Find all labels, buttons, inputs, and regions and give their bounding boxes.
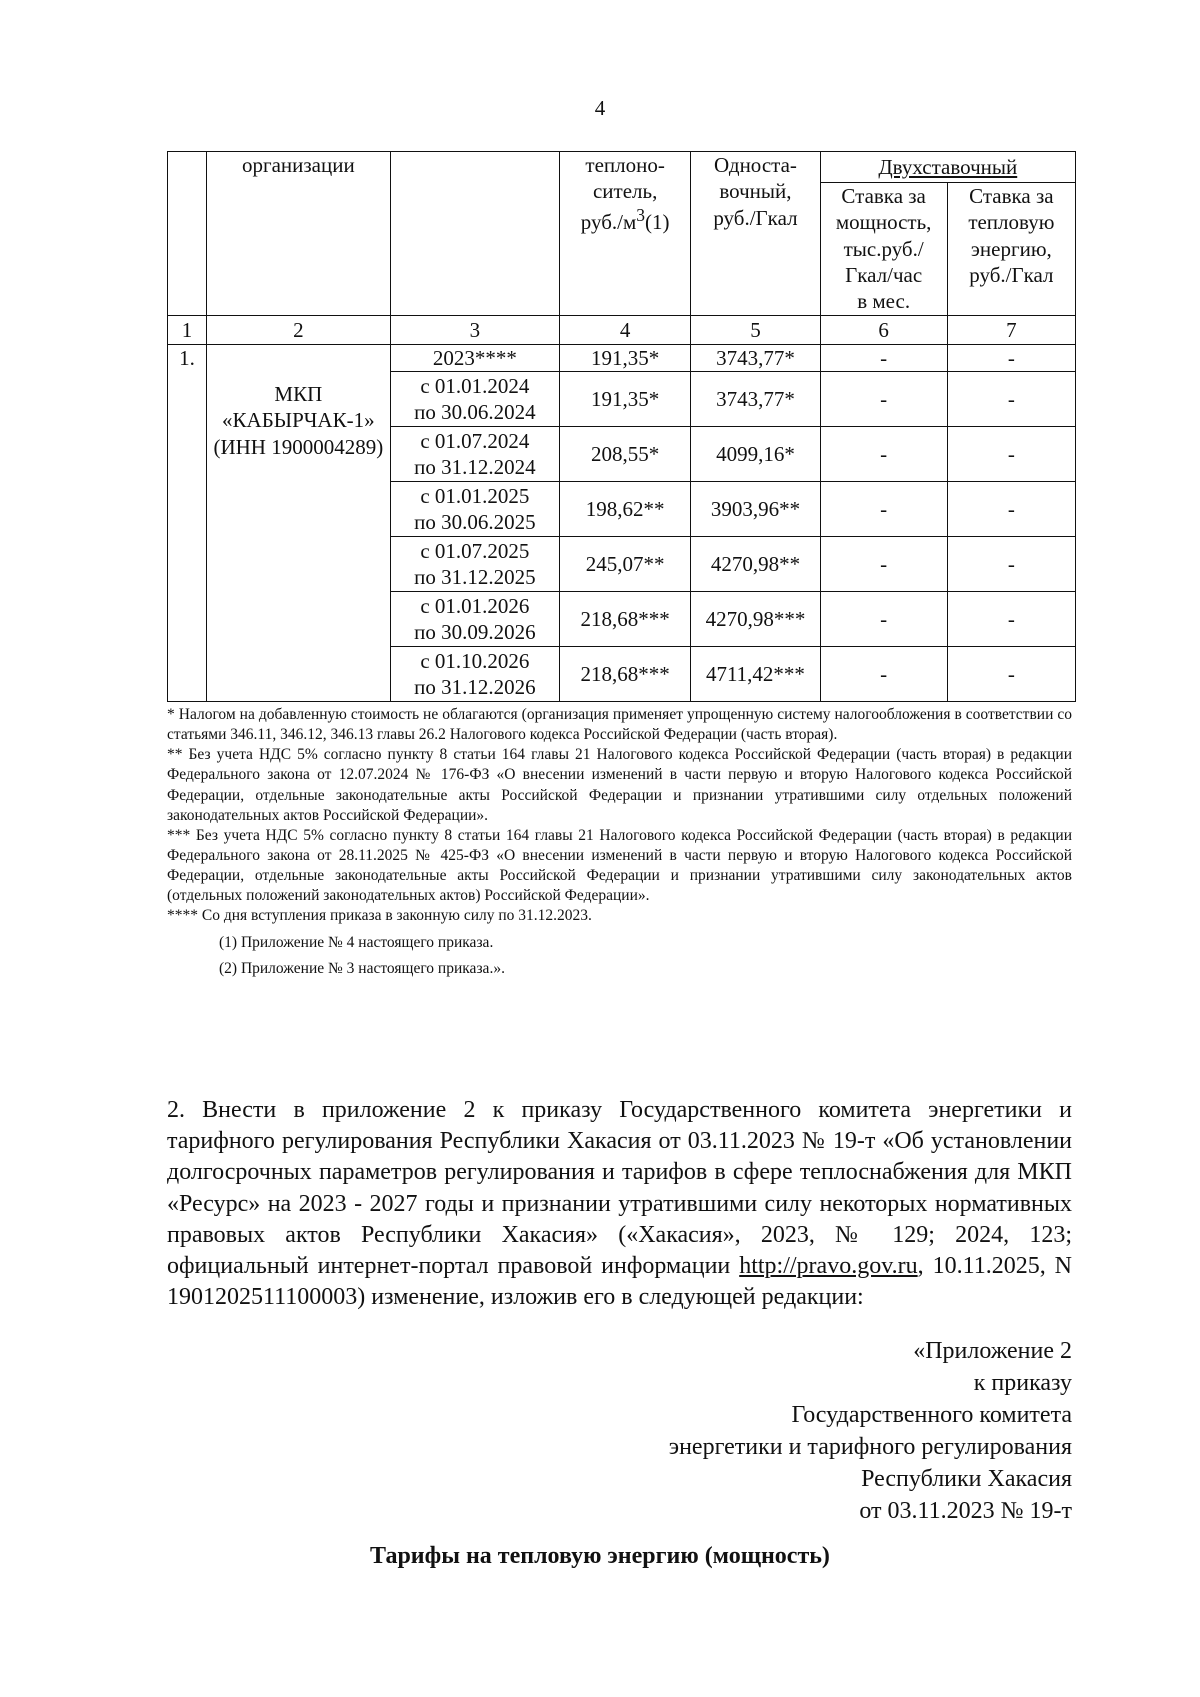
header-two-rate: Двухставочный: [820, 152, 1075, 183]
appendix-reference: «Приложение 2 к приказу Государственного комитета энергетики и тарифного регулирования Республики Хакасия от 03.11.2023 № 19-т: [668, 1338, 1072, 1524]
section-heading: Тарифы на тепловую энергию (мощность): [370, 1543, 830, 1569]
column-number-row: 1 2 3 4 5 6 7: [168, 316, 1076, 345]
header-energy-rate: Ставка за тепловую энергию, руб./Гкал: [947, 183, 1075, 316]
carrier-cell: 191,35*: [559, 345, 690, 372]
footnote: **** Со дня вступления приказа в законную силу по 31.12.2023.: [167, 907, 592, 925]
footnote: *** Без учета НДС 5% согласно пункту 8 статьи 164 главы 21 Налогового кодекса Российской Федерации (часть вторая) в редакции Федерального закона от 28.11.2025 № 425-ФЗ «О внесении изменений в части первую и вторую Налогового кодекса Российской Федерации, отдельные законодательные акты Российской Федерации и признании утратившими силу законодательных актов (отдельных положений законодательных актов) Российской Федерации».: [167, 826, 1072, 905]
single-rate-cell: 3743,77*: [691, 372, 820, 427]
power-rate-cell: -: [820, 537, 947, 592]
period-cell: 2023****: [390, 345, 559, 372]
pravo-link[interactable]: http://pravo.gov.ru: [739, 1252, 918, 1279]
header-heat-carrier: теплоно- ситель, $руб./м^3(1)$: [559, 152, 690, 316]
table-row: [168, 345, 1076, 372]
carrier-cell: 245,07**: [559, 537, 690, 592]
period-cell: с 01.01.2025 по 30.06.2025: [390, 482, 559, 537]
page-number: 4: [594, 96, 606, 120]
header-cell-empty: [168, 152, 207, 316]
period-cell: с 01.01.2026 по 30.09.2026: [390, 592, 559, 647]
power-rate-cell: -: [820, 427, 947, 482]
single-rate-cell: 3903,96**: [691, 482, 820, 537]
period-cell: с 01.10.2026 по 31.12.2026: [390, 647, 559, 702]
single-rate-cell: 4711,42***: [691, 647, 820, 702]
single-rate-cell: 3743,77*: [691, 345, 820, 372]
header-single-rate: Односта- вочный, руб./Гкал: [691, 152, 820, 316]
carrier-cell: 198,62**: [559, 482, 690, 537]
energy-rate-cell: -: [947, 592, 1075, 647]
header-organization: организации: [206, 152, 390, 316]
period-cell: с 01.01.2024 по 30.06.2024: [390, 372, 559, 427]
footnotes: [167, 705, 1072, 979]
footnote: * Налогом на добавленную стоимость не облагаются (организация применяет упрощенную систему налогообложения в соответствии со статьями 346.11, 346.12, 346.13 главы 26.2 Налогового кодекса Российской Федерации (часть вторая).: [167, 706, 1072, 744]
power-rate-cell: -: [820, 345, 947, 372]
power-rate-cell: -: [820, 592, 947, 647]
single-rate-cell: 4270,98***: [691, 592, 820, 647]
tariff-table: [167, 151, 1076, 702]
carrier-cell: 218,68***: [559, 592, 690, 647]
header-power-rate: Ставка за мощность, тыс.руб./ Гкал/час в мес.: [820, 183, 947, 316]
energy-rate-cell: -: [947, 482, 1075, 537]
energy-rate-cell: -: [947, 647, 1075, 702]
header-period-empty: [390, 152, 559, 316]
power-rate-cell: -: [820, 647, 947, 702]
period-cell: с 01.07.2025 по 31.12.2025: [390, 537, 559, 592]
energy-rate-cell: -: [947, 427, 1075, 482]
single-rate-cell: 4099,16*: [691, 427, 820, 482]
energy-rate-cell: -: [947, 345, 1075, 372]
carrier-cell: 208,55*: [559, 427, 690, 482]
row-number: 1.: [168, 345, 207, 702]
power-rate-cell: -: [820, 482, 947, 537]
sub-note: (1) Приложение № 4 настоящего приказа.: [219, 933, 494, 951]
power-rate-cell: -: [820, 372, 947, 427]
organization-cell: МКП «КАБЫРЧАК-1» (ИНН 1900004289): [206, 345, 390, 702]
sub-note: (2) Приложение № 3 настоящего приказа.».: [219, 959, 505, 977]
carrier-cell: 218,68***: [559, 647, 690, 702]
energy-rate-cell: -: [947, 372, 1075, 427]
single-rate-cell: 4270,98**: [691, 537, 820, 592]
energy-rate-cell: -: [947, 537, 1075, 592]
period-cell: с 01.07.2024 по 31.12.2024: [390, 427, 559, 482]
footnote: ** Без учета НДС 5% согласно пункту 8 статьи 164 главы 21 Налогового кодекса Российской Федерации (часть вторая) в редакции Федерального закона от 12.07.2024 № 176-ФЗ «О внесении изменений в части первую и вторую Налогового кодекса Российской Федерации, отдельные законодательные акты Российской Федерации и признании утратившими силу отдельных положений законодательных актов Российской Федерации».: [167, 746, 1072, 824]
carrier-cell: 191,35*: [559, 372, 690, 427]
clause-paragraph: 2. Внести в приложение 2 к приказу Государственного комитета энергетики и тарифного регулирования Республики Хакасия от 03.11.2023 № 19-т «Об установлении долгосрочных параметров регулирования и тарифов в сфере теплоснабжения для МКП «Ресурс» на 2023 - 2027 годы и признании утратившими силу некоторых нормативных правовых актов Республики Хакасия» («Хакасия», 2023, № 129; 2024, 123; официальный интернет-портал правовой информации http://pravo.gov.ru, 10.11.2025, N 1901202511100003) изменение, изложив его в следующей редакции:: [167, 1097, 1072, 1311]
